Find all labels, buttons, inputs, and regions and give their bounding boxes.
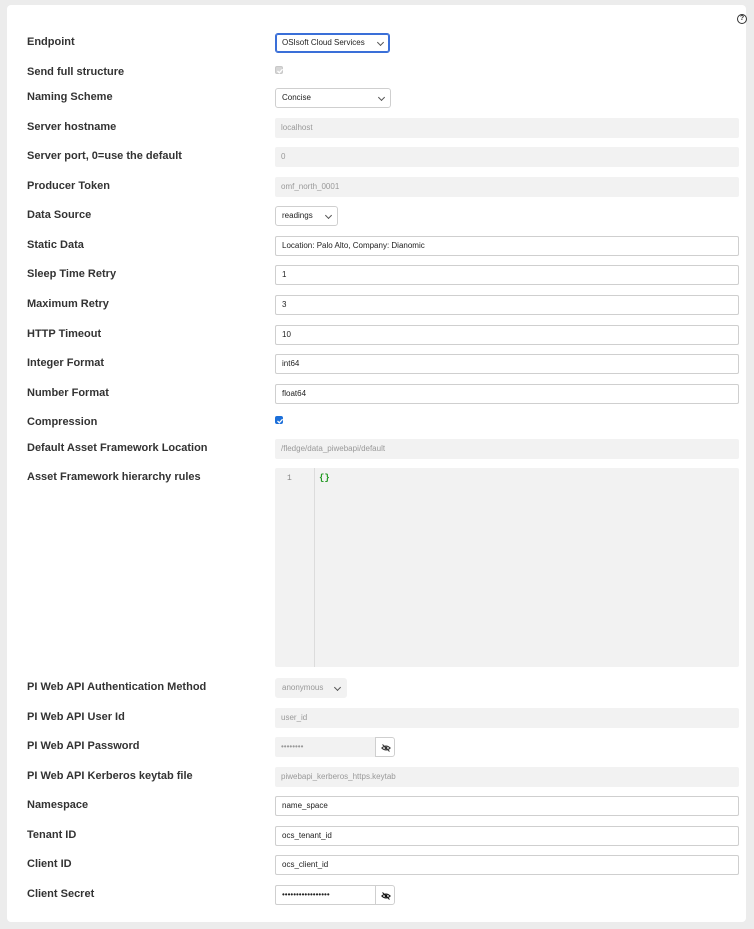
piwebapi-kerberos-label: PI Web API Kerberos keytab file (27, 770, 193, 782)
default-af-location-label: Default Asset Framework Location (27, 442, 208, 454)
http-timeout-input[interactable]: 10 (275, 325, 739, 345)
line-number-gutter (275, 468, 315, 667)
code-content[interactable]: {} (319, 473, 330, 483)
piwebapi-auth-method-select (275, 678, 347, 698)
server-hostname-label: Server hostname (27, 121, 117, 133)
http-timeout-label: HTTP Timeout (27, 328, 102, 340)
chevron-down-icon (325, 212, 332, 219)
eye-slash-icon (381, 743, 391, 753)
producer-token-label: Producer Token (27, 180, 110, 192)
send-full-structure-checkbox[interactable] (275, 66, 283, 74)
piwebapi-auth-method-value: anonymous (282, 683, 324, 692)
chevron-down-icon (334, 684, 341, 691)
piwebapi-user-id-label: PI Web API User Id (27, 711, 125, 723)
sleep-time-retry-input[interactable]: 1 (275, 265, 739, 285)
chevron-down-icon (377, 39, 384, 46)
compression-label: Compression (27, 416, 98, 428)
af-hierarchy-rules-label: Asset Framework hierarchy rules (27, 471, 201, 483)
piwebapi-kerberos-field: piwebapi_kerberos_https.keytab (275, 767, 739, 787)
integer-format-input[interactable]: int64 (275, 354, 739, 374)
naming-scheme-label: Naming Scheme (27, 91, 113, 103)
endpoint-value: OSIsoft Cloud Services (282, 38, 365, 47)
static-data-input[interactable]: Location: Palo Alto, Company: Dianomic (275, 236, 739, 256)
naming-scheme-select[interactable] (275, 88, 391, 108)
number-format-input[interactable]: float64 (275, 384, 739, 404)
configuration-panel (7, 5, 746, 922)
endpoint-label: Endpoint (27, 36, 75, 48)
server-port-field: 0 (275, 147, 739, 167)
static-data-label: Static Data (27, 239, 84, 251)
send-full-structure-label: Send full structure (27, 66, 125, 78)
data-source-value: readings (282, 211, 313, 220)
piwebapi-password-label: PI Web API Password (27, 740, 140, 752)
tenant-id-label: Tenant ID (27, 829, 77, 841)
data-source-label: Data Source (27, 209, 92, 221)
client-id-input[interactable]: ocs_client_id (275, 855, 739, 875)
namespace-input[interactable]: name_space (275, 796, 739, 816)
client-secret-toggle-button[interactable] (375, 885, 395, 905)
endpoint-select[interactable] (275, 33, 390, 53)
data-source-select[interactable] (275, 206, 338, 226)
client-secret-label: Client Secret (27, 888, 95, 900)
piwebapi-password-field: •••••••• (275, 737, 375, 757)
eye-slash-icon (381, 891, 391, 901)
maximum-retry-input[interactable]: 3 (275, 295, 739, 315)
producer-token-field: omf_north_0001 (275, 177, 739, 197)
server-hostname-field: localhost (275, 118, 739, 138)
line-number: 1 (287, 474, 292, 483)
chevron-down-icon (378, 94, 385, 101)
default-af-location-field: /fledge/data_piwebapi/default (275, 439, 739, 459)
number-format-label: Number Format (27, 387, 109, 399)
client-id-label: Client ID (27, 858, 72, 870)
namespace-label: Namespace (27, 799, 89, 811)
piwebapi-auth-method-label: PI Web API Authentication Method (27, 681, 207, 693)
naming-scheme-value: Concise (282, 93, 311, 102)
maximum-retry-label: Maximum Retry (27, 298, 109, 310)
compression-checkbox[interactable] (275, 416, 283, 424)
sleep-time-retry-label: Sleep Time Retry (27, 268, 117, 280)
integer-format-label: Integer Format (27, 357, 105, 369)
question-circle-icon[interactable]: ? (737, 14, 747, 24)
af-hierarchy-rules-editor[interactable] (275, 468, 739, 667)
piwebapi-password-toggle-button[interactable] (375, 737, 395, 757)
client-secret-input[interactable]: ••••••••••••••••• (275, 885, 376, 905)
tenant-id-input[interactable]: ocs_tenant_id (275, 826, 739, 846)
server-port-label: Server port, 0=use the default (27, 150, 182, 162)
piwebapi-user-id-field: user_id (275, 708, 739, 728)
